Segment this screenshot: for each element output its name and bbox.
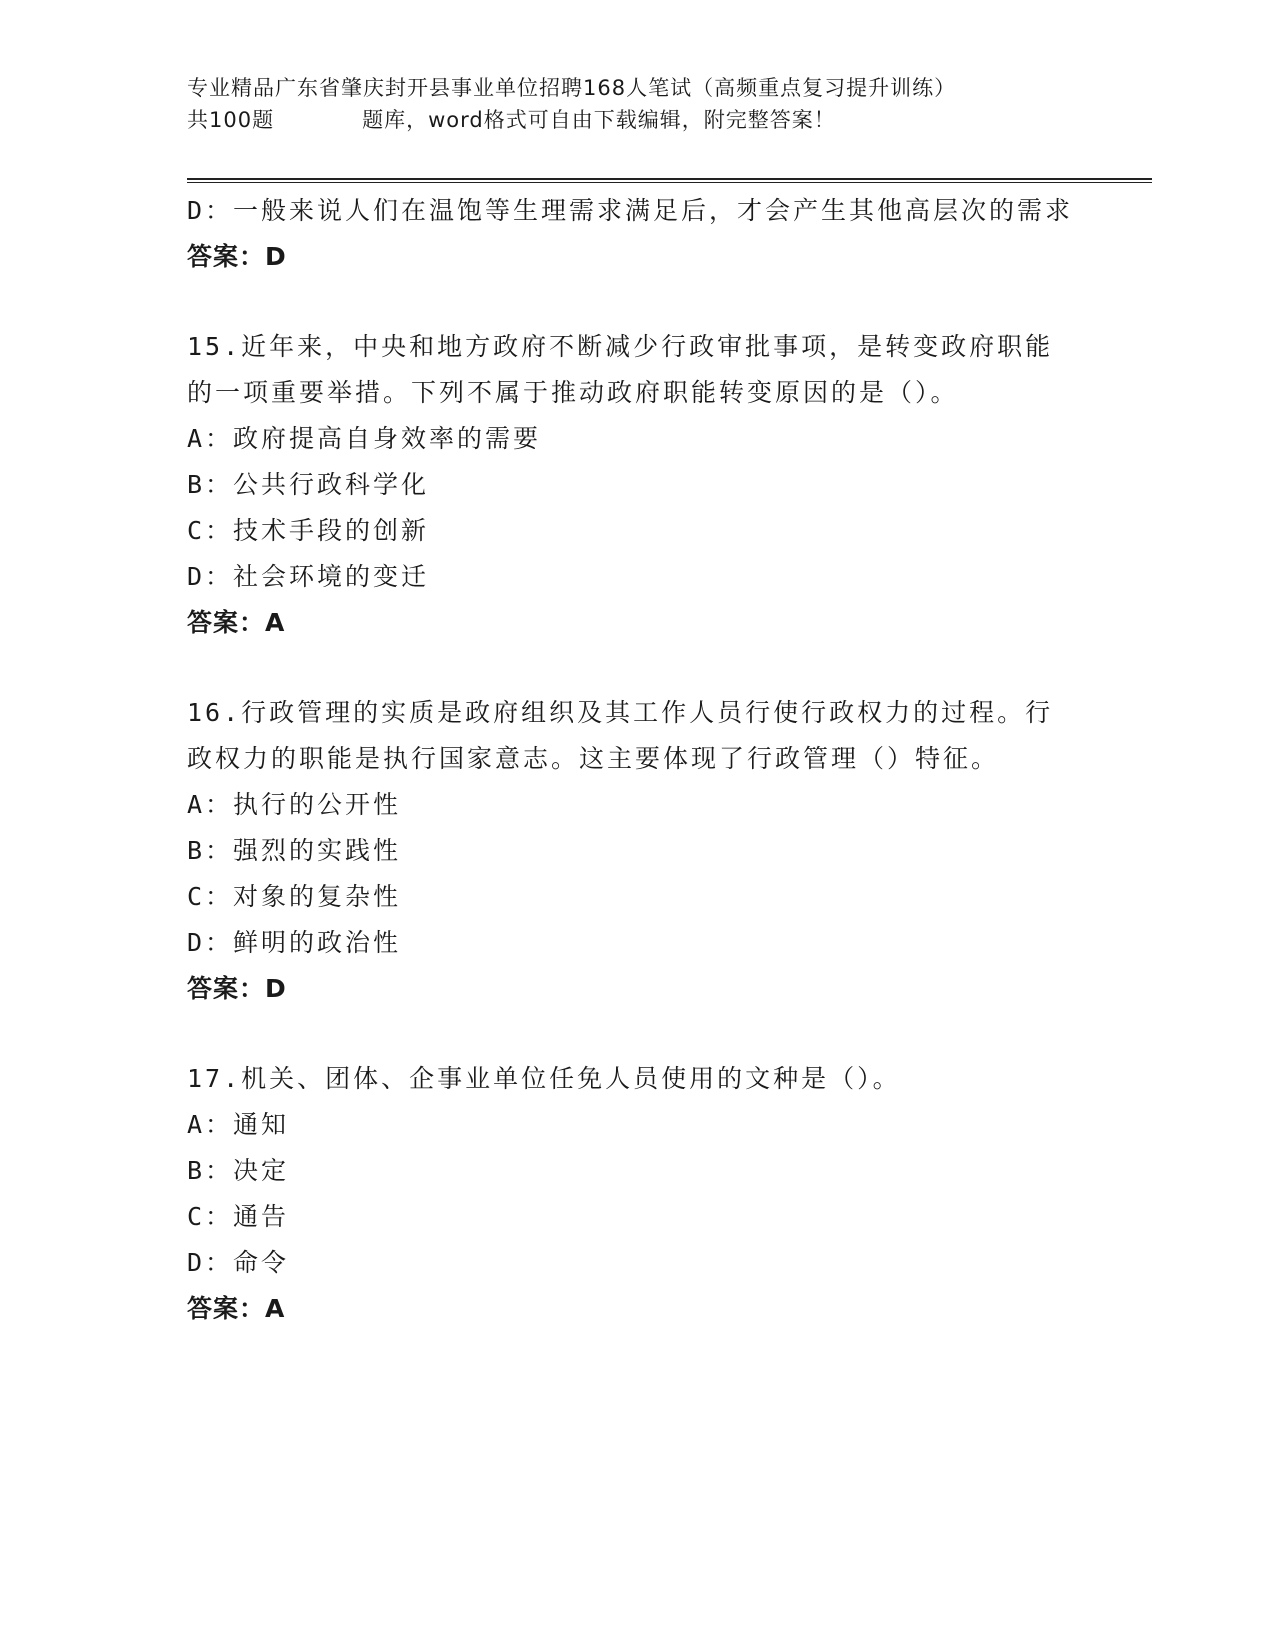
header-divider-thick — [187, 178, 1152, 180]
question-stem: 15.近年来，中央和地方政府不断减少行政审批事项，是转变政府职能的一项重要举措。下列不属于推动政府职能转变原因的是（）。 — [187, 332, 1054, 407]
option-a: A：通知 — [187, 1110, 290, 1139]
header-title: 专业精品广东省肇庆封开县事业单位招聘168人笔试（高频重点复习提升训练） — [187, 76, 957, 100]
option-b: B：强烈的实践性 — [187, 836, 402, 865]
answer: 答案：D — [187, 242, 287, 271]
prev-question-tail — [187, 188, 1077, 280]
header-subtitle — [187, 104, 1087, 136]
option-c: C：对象的复杂性 — [187, 882, 402, 911]
option-c: C：通告 — [187, 1202, 290, 1231]
page-header — [187, 72, 1087, 136]
header-divider-thin — [187, 182, 1152, 183]
answer: 答案：A — [187, 608, 286, 637]
header-question-count: 共100题 — [187, 108, 275, 132]
question-list — [187, 188, 1077, 1332]
option-c: C：技术手段的创新 — [187, 516, 430, 545]
option-d: D：社会环境的变迁 — [187, 562, 430, 591]
question-16 — [187, 690, 1077, 1012]
header-description: 题库，word格式可自由下载编辑，附完整答案！ — [362, 108, 836, 132]
option-a: A：执行的公开性 — [187, 790, 402, 819]
option-d: D：一般来说人们在温饱等生理需求满足后，才会产生其他高层次的需求 — [187, 196, 1074, 225]
question-stem: 17.机关、团体、企事业单位任免人员使用的文种是（）。 — [187, 1064, 901, 1093]
option-d: D：命令 — [187, 1248, 290, 1277]
option-d: D：鲜明的政治性 — [187, 928, 402, 957]
answer: 答案：A — [187, 1294, 286, 1323]
answer: 答案：D — [187, 974, 287, 1003]
option-b: B：公共行政科学化 — [187, 470, 430, 499]
option-a: A：政府提高自身效率的需要 — [187, 424, 542, 453]
option-b: B：决定 — [187, 1156, 290, 1185]
question-stem: 16.行政管理的实质是政府组织及其工作人员行使行政权力的过程。行政权力的职能是执行国家意志。这主要体现了行政管理（）特征。 — [187, 698, 1054, 773]
question-15 — [187, 324, 1077, 646]
question-17 — [187, 1056, 1077, 1332]
